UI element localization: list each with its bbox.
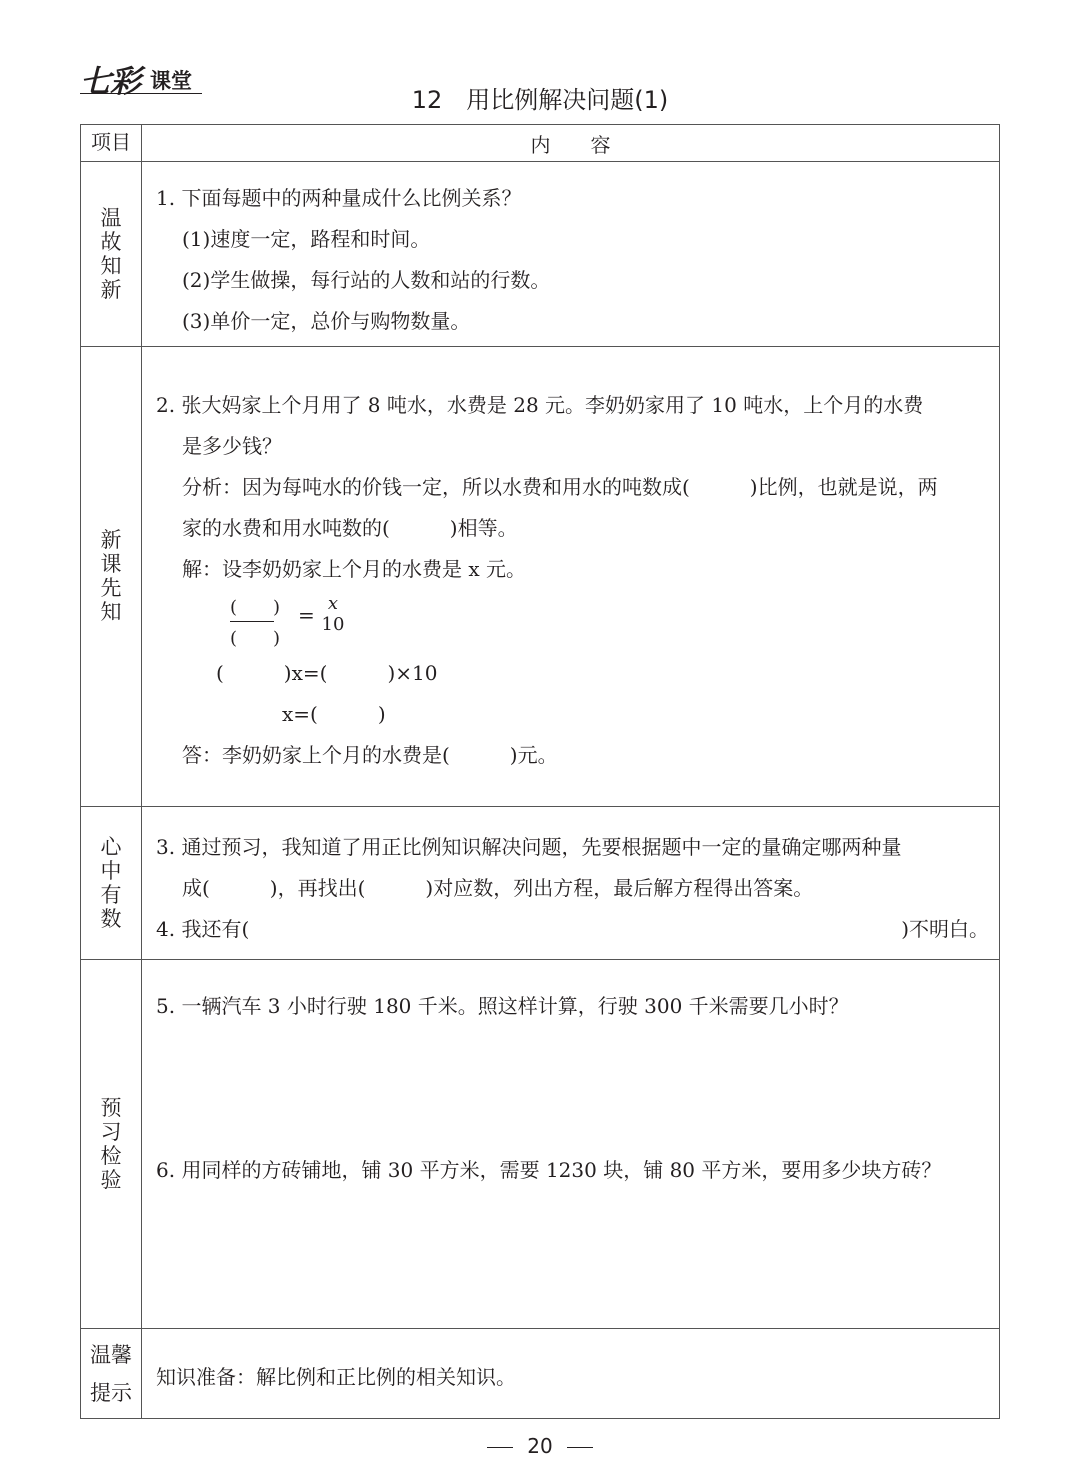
question-6: 6. 用同样的方砖铺地，铺 30 平方米，需要 1230 块，铺 80 平方米，要用多少块方砖？ [156,1158,942,1182]
footer-dash-left [487,1447,513,1448]
brand-small-text: 课堂 [150,69,192,93]
question-1-item-2: (2)学生做操，每行站的人数和站的行数。 [182,268,551,292]
question-1-item-1: (1)速度一定，路程和时间。 [182,227,431,251]
left-fraction-bar [230,621,274,622]
lesson-title: 用比例解决问题(1) [466,86,669,114]
question-1-item-3: (3)单价一定，总价与购物数量。 [182,309,471,333]
tips-label-line-1: 温馨 [90,1342,132,1367]
tips-content [142,1329,1000,1419]
right-fraction-numerator: x [327,593,339,614]
review-label: 温故知新 [100,205,122,302]
analysis-line-1: 分析：因为每吨水的价钱一定，所以水费和用水的吨数成( )比例，也就是说，两 [182,475,938,499]
solution-line: 解：设李奶奶家上个月的水费是 x 元。 [182,557,526,581]
tips-row [81,1329,1000,1419]
question-5: 5. 一辆汽车 3 小时行驶 180 千米。照这样计算，行驶 300 千米需要几小时？ [156,994,849,1018]
answer-line: 答：李奶奶家上个月的水费是( )元。 [182,743,558,767]
review-row [81,162,1000,347]
header-content: 内 容 [142,125,1000,162]
worksheet-table [80,124,1000,1419]
mind-row [81,807,1000,960]
brand-big-text: 七彩 [80,64,140,100]
right-fraction [320,593,346,635]
question-3-line-2: 成( )，再找出( )对应数，列出方程，最后解方程得出答案。 [182,876,814,900]
left-fraction-numerator: ( ) [230,597,281,618]
new-lesson-content [142,347,1000,807]
question-1: 1. 下面每题中的两种量成什么比例关系？ [156,186,522,210]
question-4-end: )不明白。 [901,917,989,941]
tips-text: 知识准备：解比例和正比例的相关知识。 [156,1365,516,1389]
check-row [81,960,1000,1329]
check-content [142,960,1000,1329]
mind-content [142,807,1000,960]
equation-line-3: x=( ) [282,702,386,726]
footer-dash-right [567,1447,593,1448]
tips-label-line-2: 提示 [90,1380,132,1405]
mind-label: 心中有数 [100,834,122,931]
left-fraction [230,593,281,650]
question-3-line-1: 3. 通过预习，我知道了用正比例知识解决问题，先要根据题中一定的量确定哪两种量 [156,835,902,859]
question-4-start: 4. 我还有( [156,917,250,941]
page-footer [0,1434,1080,1458]
page-number: 20 [527,1434,553,1458]
question-2-line-1: 2. 张大妈家上个月用了 8 吨水，水费是 28 元。李奶奶家用了 10 吨水，上个月的水费 [156,393,924,417]
new-lesson-label: 新课先知 [100,528,122,625]
equals-sign: = [298,603,315,627]
question-2-line-2: 是多少钱？ [182,434,282,458]
equation-line-2: ( )x=( )×10 [216,661,438,685]
review-content [142,162,1000,347]
new-lesson-row [81,347,1000,807]
analysis-line-2: 家的水费和用水吨数的( )相等。 [182,516,518,540]
lesson-number: 12 [411,86,443,114]
page-title [0,80,1080,115]
right-fraction-denominator: 10 [321,614,345,635]
check-label: 预习检验 [100,1095,122,1192]
table-header-row [81,125,1000,162]
header-item: 项目 [81,125,142,162]
left-fraction-denominator: ( ) [230,628,281,649]
